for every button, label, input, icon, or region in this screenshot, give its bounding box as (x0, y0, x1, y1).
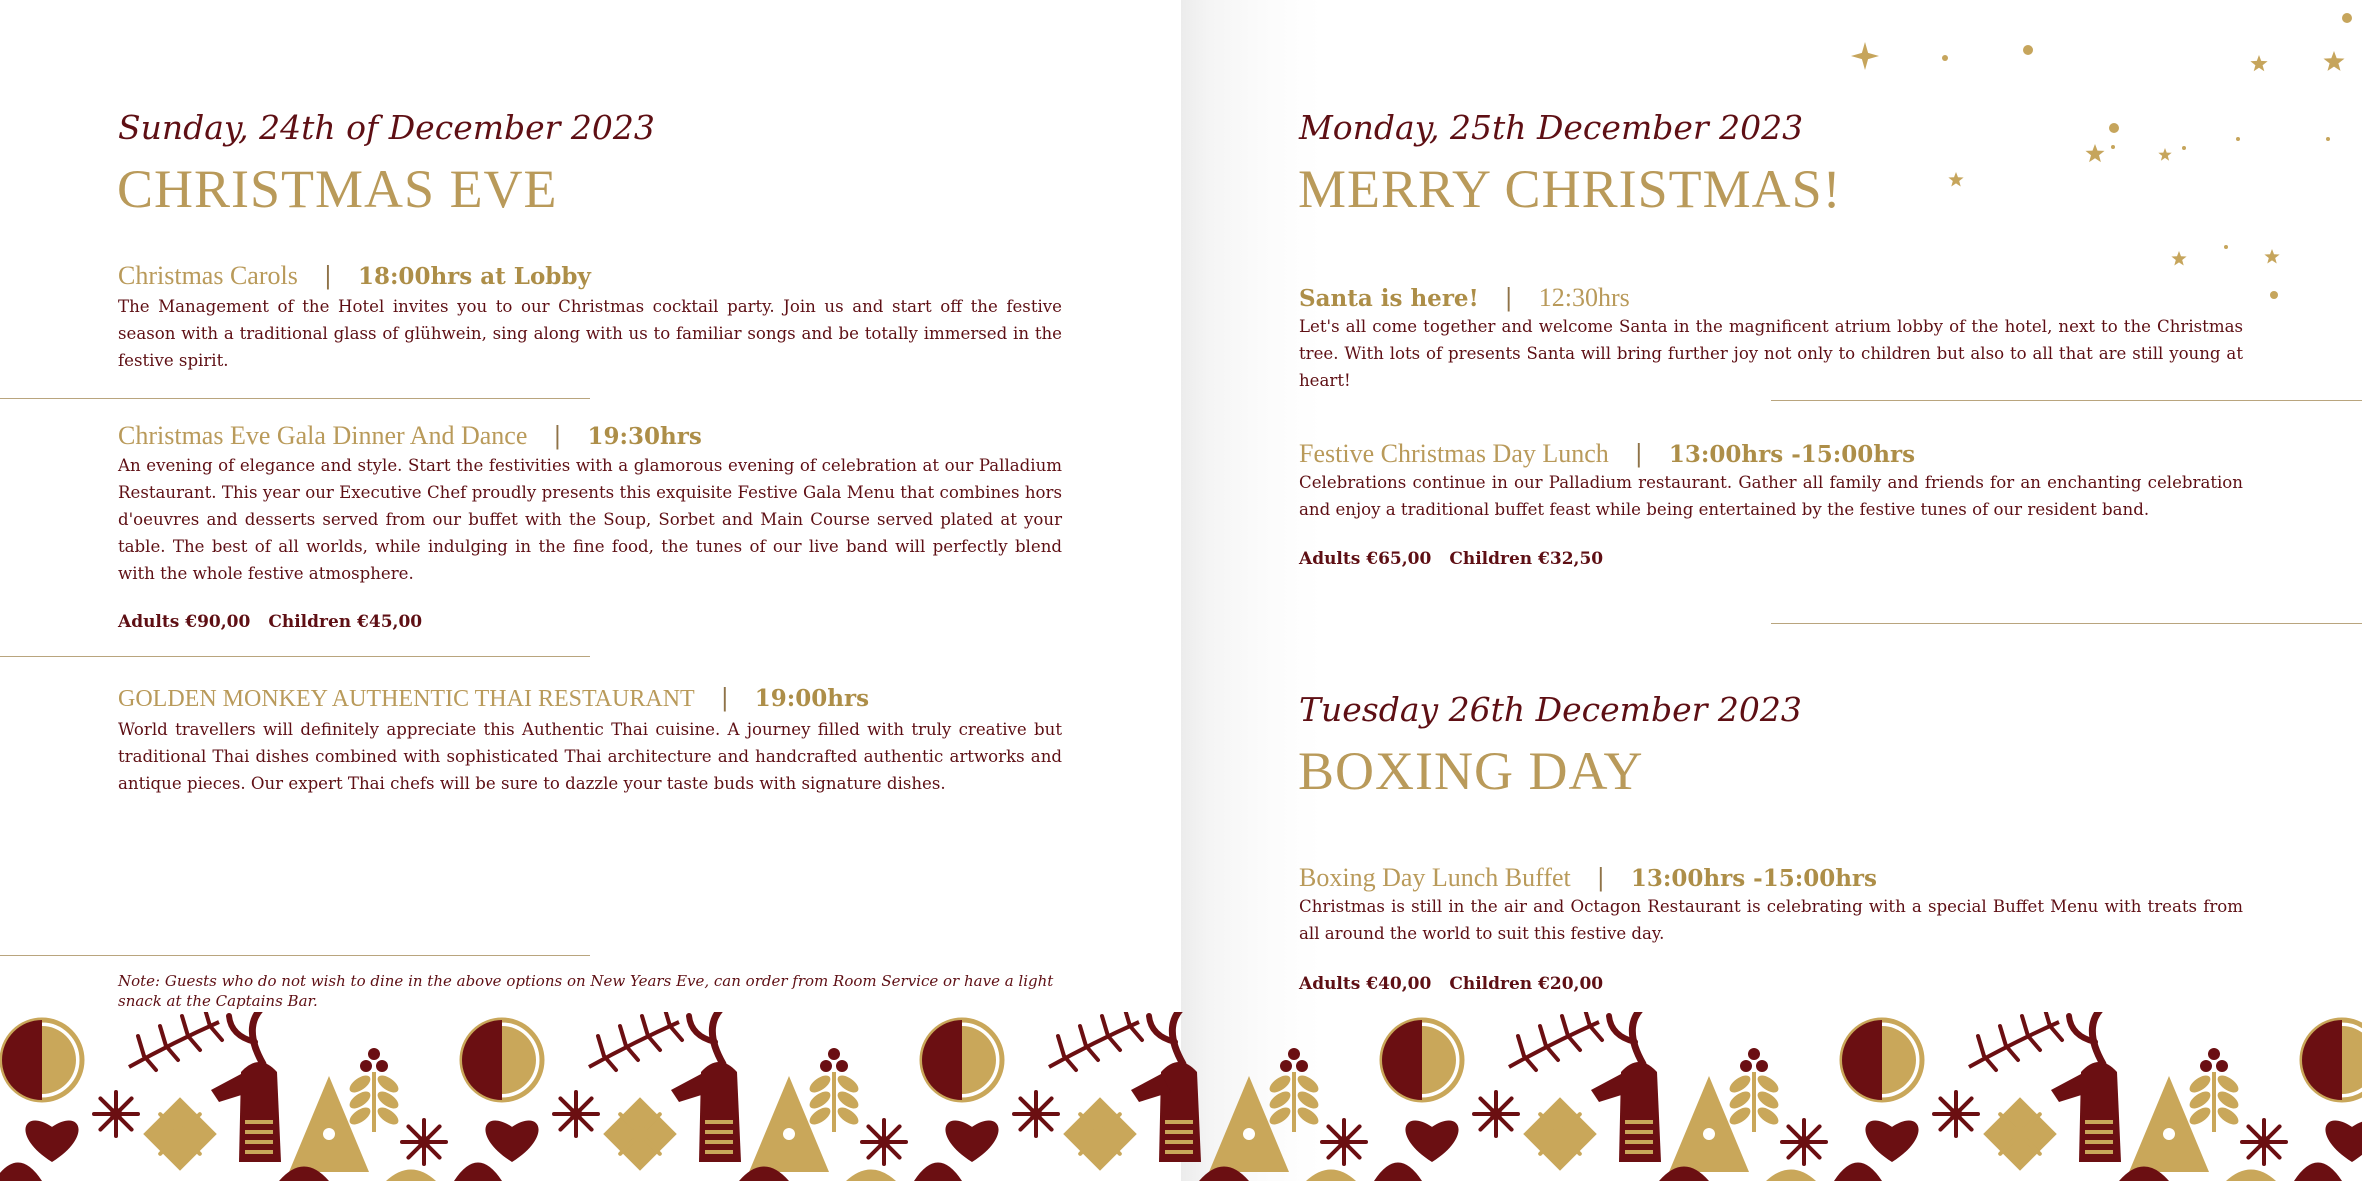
star-icon (1851, 42, 1879, 70)
price-children: Children €32,50 (1449, 549, 1604, 569)
divider (1771, 400, 2362, 401)
pattern-motif (0, 1012, 446, 1181)
event-name: Christmas Eve Gala Dinner And Dance (118, 421, 528, 450)
dot-icon (2270, 291, 2278, 299)
event-time: 19:00hrs (754, 685, 870, 712)
star-icon (2171, 251, 2186, 266)
separator: | (1504, 284, 1513, 312)
pattern-motif (2294, 1012, 2362, 1181)
star-icon (1948, 172, 1963, 187)
boxing-day-date: Tuesday 26th December 2023 (1299, 690, 1802, 729)
dot-icon (2326, 137, 2330, 141)
dot-icon (2342, 13, 2352, 23)
event-time: 13:00hrs -15:00hrs (1668, 441, 1916, 468)
event-description-santa: Let's all come together and welcome Santa in the magnificent atrium lobby of the hotel, next to the Christmas tree. With lots of presents Santa will bring further joy not only to children but also to all that are still young at heart! (1299, 317, 2243, 390)
price-adults: Adults €65,00 (1299, 549, 1432, 569)
christmas-eve-title: CHRISTMAS EVE (117, 159, 558, 219)
price-children: Children €45,00 (268, 612, 423, 632)
price-line-boxing-lunch (1299, 974, 1603, 994)
event-heading-boxing-lunch (1299, 863, 1877, 893)
event-time: 13:00hrs -15:00hrs (1630, 865, 1877, 892)
dot-icon (2023, 45, 2033, 55)
event-description-christmas-lunch: Celebrations continue in our Palladium restaurant. Gather all family and friends for an enchanting celebration and enjoy a traditional buffet feast while being entertained by the festive tunes of our resident band. (1299, 473, 2243, 519)
christmas-day-date: Monday, 25th December 2023 (1299, 108, 1804, 147)
event-heading-christmas-carols (118, 261, 591, 291)
price-adults: Adults €90,00 (118, 612, 251, 632)
star-icon (2324, 51, 2345, 71)
right-page (1181, 0, 2362, 1181)
star-icon (2264, 249, 2279, 264)
event-name: Santa is here! (1299, 285, 1479, 312)
divider (0, 398, 590, 399)
christmas-eve-date: Sunday, 24th of December 2023 (118, 108, 655, 147)
event-description-boxing-lunch: Christmas is still in the air and Octagon Restaurant is celebrating with a special Buffet Menu with treats from all around the world to suit this festive day. (1299, 897, 2243, 943)
divider (0, 656, 590, 657)
separator: | (323, 262, 332, 290)
event-heading-golden-monkey (118, 684, 869, 713)
event-heading-christmas-lunch (1299, 439, 1915, 469)
separator: | (1596, 864, 1605, 892)
event-description-gala-dinner: An evening of elegance and style. Start the festivities with a glamorous evening of celebration at our Palladium Restaurant. This year our Executive Chef proudly presents this exquisite Festive Gala Menu that combines hors d'oeuvres and desserts served from our buffet with the Soup, Sorbet and Main Course served plated at your table. The best of all worlds, while indulging in the fine food, the tunes of our live band will perfectly blend with the whole festive atmosphere. (118, 456, 1062, 583)
christmas-day-title: MERRY CHRISTMAS! (1298, 159, 1842, 219)
footnote: Note: Guests who do not wish to dine in the above options on New Years Eve, can order from Room Service or have a light snack at the Captains Bar. (118, 972, 1054, 1010)
event-time: 18:00hrs at Lobby (357, 263, 591, 290)
event-time: 12:30hrs (1538, 283, 1630, 312)
star-icon (2086, 144, 2105, 162)
star-icon (2158, 148, 2171, 161)
event-heading-gala-dinner (118, 421, 702, 451)
separator: | (720, 684, 729, 712)
price-line-gala-dinner (118, 612, 422, 632)
price-children: Children €20,00 (1449, 974, 1604, 994)
pattern-motif (454, 1012, 906, 1181)
pattern-motif (1834, 1012, 2286, 1181)
event-name: GOLDEN MONKEY AUTHENTIC THAI RESTAURANT (118, 686, 695, 712)
pattern-motif (914, 1012, 1366, 1181)
boxing-day-title: BOXING DAY (1298, 741, 1644, 801)
separator: | (1634, 440, 1643, 468)
star-icon (2250, 55, 2267, 71)
festive-pattern-border (0, 1012, 2362, 1181)
event-name: Boxing Day Lunch Buffet (1299, 863, 1571, 892)
dot-icon (2109, 123, 2119, 133)
event-description-golden-monkey: World travellers will definitely appreciate this Authentic Thai cuisine. A journey filled with truly creative but traditional Thai dishes combined with sophisticated Thai architecture and handcrafted authentic artworks and antique pieces. Our expert Thai chefs will be sure to dazzle your taste buds with signature dishes. (118, 720, 1062, 793)
divider (1771, 623, 2362, 624)
event-time: 19:30hrs (587, 423, 702, 450)
event-heading-santa (1299, 283, 1630, 313)
event-description-christmas-carols: The Management of the Hotel invites you to our Christmas cocktail party. Join us and start off the festive season with a traditional glass of glühwein, sing along with us to familiar songs and be totally immersed in the festive spirit. (118, 297, 1062, 370)
event-name: Christmas Carols (118, 261, 298, 290)
dot-icon (2236, 137, 2240, 141)
dot-icon (1942, 55, 1948, 61)
pattern-motif (1374, 1012, 1826, 1181)
event-name: Festive Christmas Day Lunch (1299, 439, 1609, 468)
dot-icon (2111, 145, 2115, 149)
dot-icon (2182, 146, 2186, 150)
divider (0, 955, 590, 956)
price-adults: Adults €40,00 (1299, 974, 1432, 994)
separator: | (553, 422, 562, 450)
dot-icon (2224, 245, 2228, 249)
price-line-christmas-lunch (1299, 549, 1603, 569)
